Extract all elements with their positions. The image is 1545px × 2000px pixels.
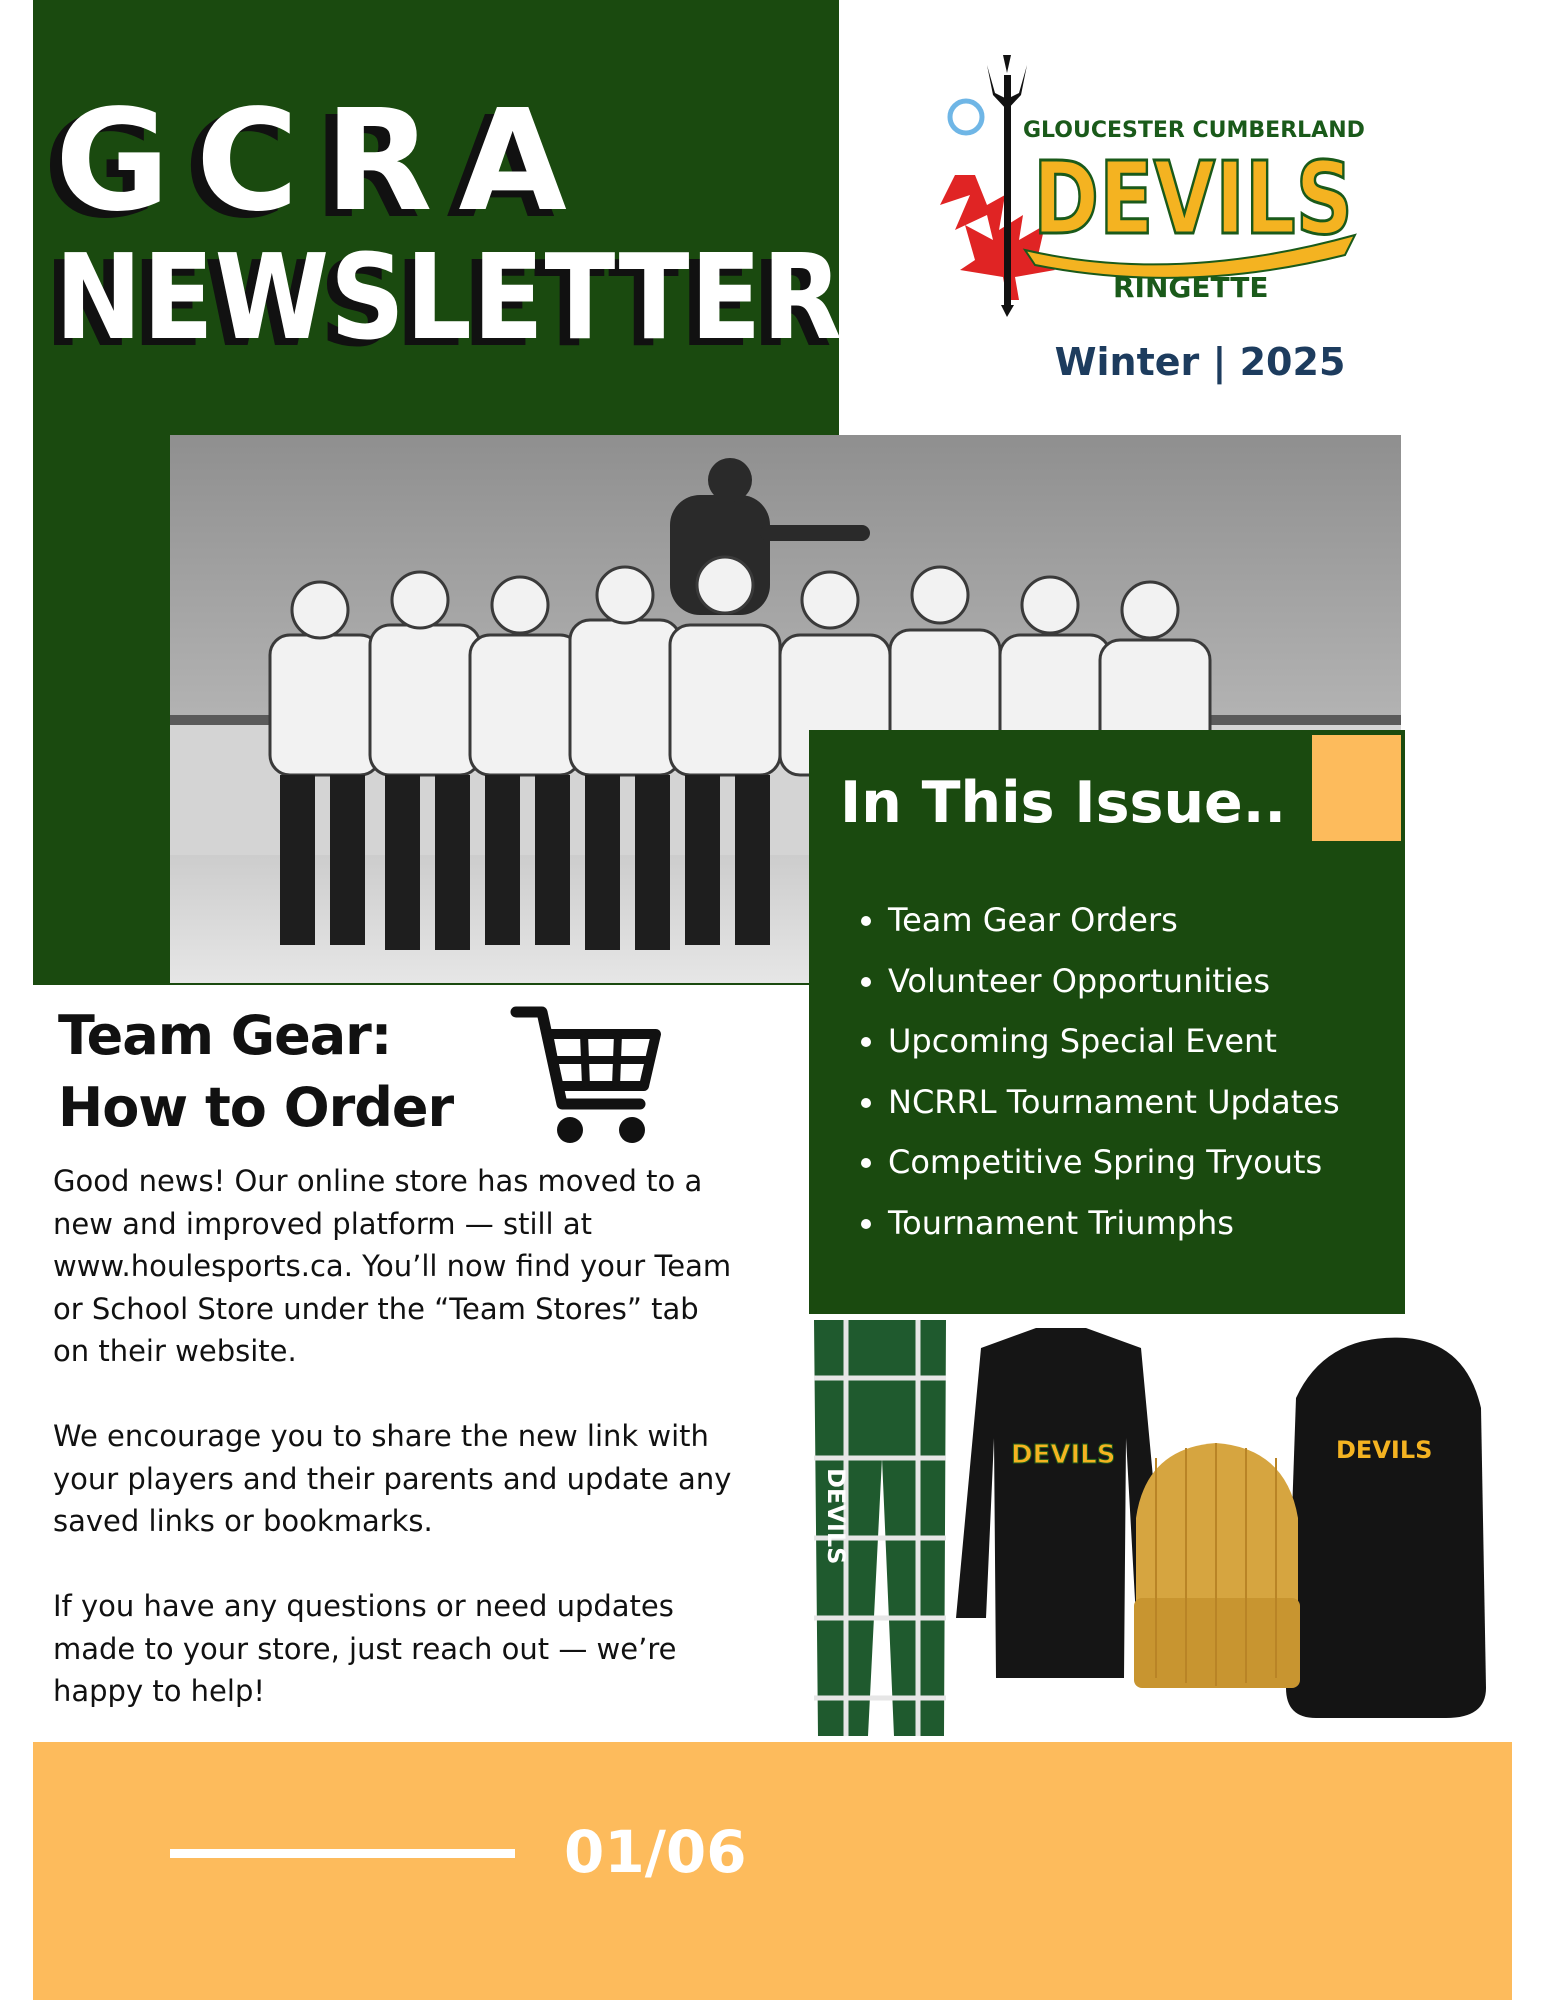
body-paragraph: If you have any questions or need updates made to your store, just reach out — we’re happy to help! — [53, 1589, 677, 1708]
in-this-issue-title: In This Issue.. — [840, 770, 1287, 836]
list-item: • Volunteer Opportunities — [888, 956, 1340, 1017]
footer-divider — [170, 1849, 515, 1858]
list-item: • Team Gear Orders — [888, 895, 1340, 956]
shopping-cart-icon — [512, 1000, 662, 1148]
list-item: • Upcoming Special Event — [888, 1016, 1340, 1077]
masthead-title-line1: GCRA — [55, 80, 593, 243]
trident-icon — [987, 55, 1027, 317]
pants-text: DEVILS — [822, 1468, 850, 1565]
body-paragraph: Good news! Our online store has moved to a new and improved platform — still at www.houlesports.ca. You’ll now find your Team or School Store under the “Team Stores” tab on their website. — [53, 1164, 732, 1368]
team-gear-heading-line2: How to Order — [58, 1076, 454, 1139]
shirt-logo: DEVILS — [1011, 1440, 1116, 1470]
devils-logo — [915, 55, 1375, 315]
ring-icon — [950, 101, 982, 133]
issue-accent-square — [1312, 735, 1401, 841]
in-this-issue-list — [852, 895, 1340, 1258]
team-gear-body — [53, 1160, 733, 1755]
body-paragraph: We encourage you to share the new link with your players and their parents and update any saved links or bookmarks. — [53, 1419, 732, 1538]
page-number: 01/06 — [564, 1818, 747, 1886]
team-gear-heading-line1: Team Gear: — [58, 1004, 392, 1067]
logo-top-text: GLOUCESTER CUMBERLAND — [1023, 118, 1365, 143]
logo-main-text: DEVILS — [1033, 140, 1353, 257]
list-item: • Tournament Triumphs — [888, 1198, 1340, 1259]
list-item: • Competitive Spring Tryouts — [888, 1137, 1340, 1198]
team-gear-products — [806, 1318, 1506, 1738]
list-item: • NCRRL Tournament Updates — [888, 1077, 1340, 1138]
team-gear-heading — [58, 1000, 453, 1144]
masthead-title-line2: NEWSLETTER — [55, 228, 844, 366]
knit-toque — [1134, 1443, 1300, 1688]
plaid-pants — [814, 1320, 946, 1736]
logo-bottom-text: RINGETTE — [1113, 271, 1269, 304]
backpack — [1286, 1338, 1486, 1718]
footer-bar — [33, 1742, 1512, 2000]
bag-logo: DEVILS — [1336, 1436, 1433, 1464]
issue-date: Winter | 2025 — [1054, 340, 1346, 384]
